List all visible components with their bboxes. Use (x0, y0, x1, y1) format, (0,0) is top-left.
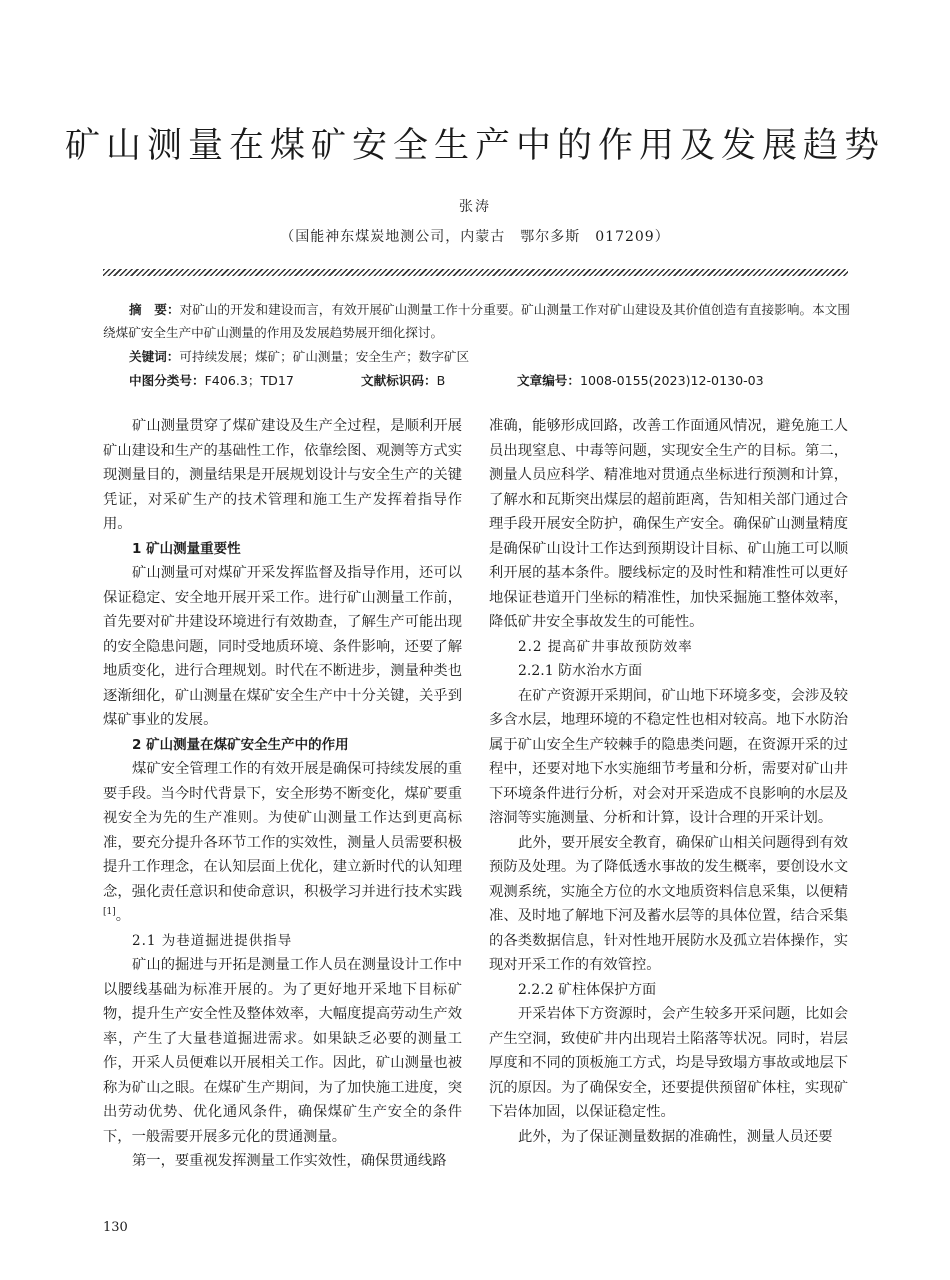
abstract-block (103, 298, 850, 344)
section-heading-2: 2 矿山测量在煤矿安全生产中的作用 (132, 736, 349, 753)
document-code (361, 370, 445, 389)
keywords-line (129, 346, 469, 365)
body-paragraph: 开采岩体下方资源时，会产生较多开采问题，比如会产生空洞，致使矿井内出现岩土陷落等状况。同时，岩层厚度和不同的顶板施工方式，均是导致塌方事故或地层下沉的原因。为了确保安全，还要提供预留矿体柱，实现矿下岩体加固，以保证稳定性。 (489, 1006, 848, 1120)
header-divider (103, 269, 848, 276)
clc-label: 中图分类号： (129, 373, 205, 388)
abstract-text: 对矿山的开发和建设而言，有效开展矿山测量工作十分重要。矿山测量工作对矿山建设及其价值创造有直接影响。本文围绕煤矿安全生产中矿山测量的作用及发展趋势展开细化探讨。 (103, 302, 851, 340)
subsection-heading-2-2-2: 2.2.2 矿柱体保护方面 (518, 981, 657, 998)
body-paragraph: 在矿产资源开采期间，矿山地下环境多变，会涉及较多含水层，地理环境的不稳定性也相对较高。地下水防治属于矿山安全生产较棘手的隐患类问题，在资源开采的过程中，还要对地下水实施细节考量和分析，需要对矿山井下环境条件进行分析，对会对开采造成不良影响的水层及溶洞等实施测量、分析和计算，设计合理的开采计划。 (489, 687, 848, 826)
body-paragraph: 准确，能够形成回路，改善工作面通风情况，避免施工人员出现窒息、中毒等问题，实现安全生产的目标。第二，测量人员应科学、精准地对贯通点坐标进行预测和计算，了解水和瓦斯突出煤层的超前距离，告知相关部门通过合理手段开展安全防护，确保生产安全。确保矿山测量精度是确保矿山设计工作达到预期设计目标、矿山施工可以顺利开展的基本条件。腰线标定的及时性和精准性可以更好地保证巷道开门坐标的精准性，加快采掘施工整体效率，降低矿井安全事故发生的可能性。 (489, 418, 848, 630)
article-number (517, 370, 764, 389)
page-number: 130 (103, 1220, 128, 1235)
body-paragraph: 第一，要重视发挥测量工作实效性，确保贯通线路 (132, 1153, 447, 1169)
section-heading-1: 1 矿山测量重要性 (132, 540, 241, 557)
doc-code-label: 文献标识码： (361, 373, 437, 388)
body-paragraph: 矿山的掘进与开拓是测量工作人员在测量设计工作中以腰线基础为标准开展的。为了更好地开采地下目标矿物，提升生产安全性及整体效率，大幅度提高劳动生产效率，产生了大量巷道掘进需求。如果缺乏必要的测量工作，开采人员便难以开展相关工作。因此，矿山测量也被称为矿山之眼。在煤矿生产期间，为了加快施工进度，突出劳动优势、优化通风条件，确保煤矿生产安全的条件下，一般需要开展多元化的贯通测量。 (103, 957, 462, 1145)
body-paragraph: 此外，要开展安全教育，确保矿山相关问题得到有效预防及处理。为了降低透水事故的发生概率，要创设水文观测系统，实施全方位的水文地质资料信息采集，以便精准、及时地了解地下河及蓄水层等的具体位置，结合采集的各类数据信息，针对性地开展防水及孤立岩体操作，实现对开采工作的有效管控。 (489, 834, 848, 973)
right-column (489, 414, 848, 1149)
keywords-text: 可持续发展；煤矿；矿山测量；安全生产；数字矿区 (179, 349, 470, 364)
doc-code-value: B (436, 373, 446, 388)
body-paragraph: 此外，为了保证测量数据的准确性，测量人员还要 (518, 1128, 833, 1145)
author-name: 张涛 (459, 199, 491, 215)
left-column (103, 414, 462, 1174)
subsection-heading-2-2: 2.2 提高矿井事故预防效率 (518, 638, 693, 655)
clc-value: F406.3；TD17 (204, 373, 294, 388)
subsection-heading-2-2-1: 2.2.1 防水治水方面 (518, 663, 643, 679)
body-paragraph (103, 757, 462, 929)
citation-ref[interactable]: [1] (103, 907, 116, 918)
abstract-label: 摘 要： (129, 302, 180, 317)
body-paragraph: 矿山测量可对煤矿开采发挥监督及指导作用，还可以保证稳定、安全地开展开采工作。进行矿山测量工作前，首先要对矿井建设环境进行有效勘查，了解生产可能出现的安全隐患问题，同时受地质环境、条件影响，还要了解地质变化，进行合理规划。时代在不断进步，测量种类也逐渐细化，矿山测量在煤矿安全生产中十分关键，关乎到煤矿事业的发展。 (103, 565, 462, 728)
body-paragraph: 矿山测量贯穿了煤矿建设及生产全过程，是顺利开展矿山建设和生产的基础性工作，依靠绘图、观测等方式实现测量目的，测量结果是开展规划设计与安全生产的关键凭证，对采矿生产的技术管理和施工生产发挥着指导作用。 (103, 418, 462, 532)
paragraph-end: 。 (115, 908, 131, 924)
paper-title: 矿山测量在煤矿安全生产中的作用及发展趋势 (64, 126, 885, 166)
article-number-value: 1008-0155(2023)12-0130-03 (579, 373, 764, 388)
subsection-heading-2-1: 2.1 为巷道掘进提供指导 (132, 932, 293, 949)
keywords-label: 关键词： (129, 349, 180, 364)
paragraph-text: 煤矿安全管理工作的有效开展是确保可持续发展的重要手段。当今时代背景下，安全形势不断变化，煤矿要重视安全为先的生产准则。为使矿山测量工作达到更高标准，要充分提升各环节工作的实效性，测量人员需要积极提升工作理念，在认知层面上优化，建立新时代的认知理念，强化责任意识和使命意识，积极学习并进行技术实践 (103, 761, 462, 900)
article-number-label: 文章编号： (517, 373, 580, 388)
author-affiliation: （国能神东煤炭地测公司，内蒙古 鄂尔多斯 017209） (280, 229, 670, 245)
clc-number (129, 370, 294, 389)
